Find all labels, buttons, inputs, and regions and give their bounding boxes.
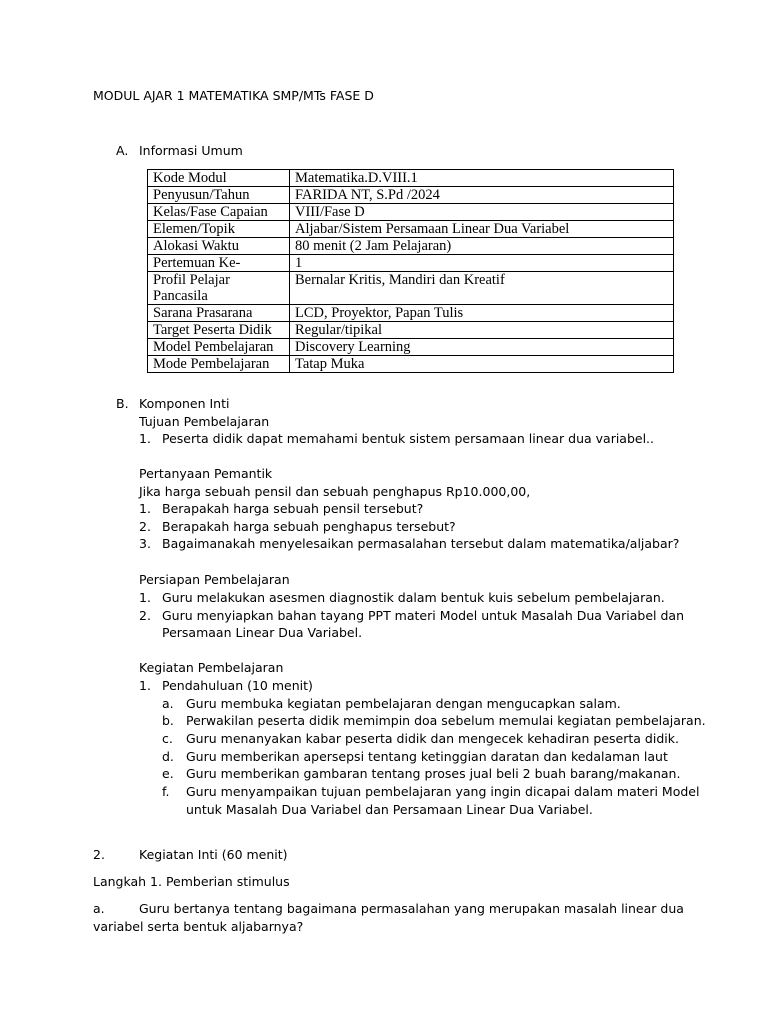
pendahuluan-item: Guru memberikan apersepsi tentang ketinggian daratan dan kedalaman laut xyxy=(186,749,668,764)
table-row xyxy=(148,238,674,255)
pertanyaan-item: Berapakah harga sebuah penghapus tersebut? xyxy=(162,519,456,534)
table-value: Aljabar/Sistem Persamaan Linear Dua Variabel xyxy=(290,221,674,238)
table-value: 80 menit (2 Jam Pelajaran) xyxy=(290,238,674,255)
pendahuluan-item: Guru memberikan gambaran tentang proses jual beli 2 buah barang/makanan. xyxy=(186,766,681,781)
table-row xyxy=(148,204,674,221)
table-row xyxy=(148,322,674,339)
table-value: Matematika.D.VIII.1 xyxy=(290,170,674,187)
langkah-a-text: Guru bertanya tentang bagaimana permasalahan yang merupakan masalah linear dua xyxy=(139,901,684,916)
pendahuluan-item: Guru menyampaikan tujuan pembelajaran yang ingin dicapai dalam materi Model xyxy=(186,784,700,799)
persiapan-item: Guru melakukan asesmen diagnostik dalam bentuk kuis sebelum pembelajaran. xyxy=(162,590,665,605)
table-row xyxy=(148,339,674,356)
list-letter: d. xyxy=(162,749,174,764)
langkah-a-marker: a. xyxy=(93,901,105,916)
table-value: LCD, Proyektor, Papan Tulis xyxy=(290,305,674,322)
table-value: Bernalar Kritis, Mandiri dan Kreatif xyxy=(290,272,674,305)
table-key: Pertemuan Ke- xyxy=(148,255,290,272)
pendahuluan-item: Guru membuka kegiatan pembelajaran dengan mengucapkan salam. xyxy=(186,696,621,711)
langkah-1-heading: Langkah 1. Pemberian stimulus xyxy=(93,874,290,889)
table-value: VIII/Fase D xyxy=(290,204,674,221)
pendahuluan-item: Perwakilan peserta didik memimpin doa sebelum memulai kegiatan pembelajaran. xyxy=(186,713,706,728)
list-number: 2. xyxy=(139,608,151,623)
langkah-a-text-continued: variabel serta bentuk aljabarnya? xyxy=(93,919,304,934)
kegiatan-heading: Kegiatan Pembelajaran xyxy=(139,660,284,675)
table-key: Sarana Prasarana xyxy=(148,305,290,322)
list-number: 1. xyxy=(139,431,151,446)
table-row xyxy=(148,356,674,373)
tujuan-item: Peserta didik dapat memahami bentuk sistem persamaan linear dua variabel.. xyxy=(162,431,655,446)
persiapan-item: Guru menyiapkan bahan tayang PPT materi Model untuk Masalah Dua Variabel dan xyxy=(162,608,685,623)
table-value: Regular/tipikal xyxy=(290,322,674,339)
pendahuluan-label: Pendahuluan (10 menit) xyxy=(162,678,313,693)
list-letter: f. xyxy=(162,784,170,799)
table-row xyxy=(148,170,674,187)
table-row xyxy=(148,221,674,238)
section-a-heading: Informasi Umum xyxy=(139,143,243,158)
pertanyaan-heading: Pertanyaan Pemantik xyxy=(139,466,273,481)
list-letter: a. xyxy=(162,696,174,711)
document-title: MODUL AJAR 1 MATEMATIKA SMP/MTs FASE D xyxy=(93,88,374,103)
table-key: Mode Pembelajaran xyxy=(148,356,290,373)
table-row xyxy=(148,255,674,272)
persiapan-heading: Persiapan Pembelajaran xyxy=(139,572,290,587)
section-a-marker: A. xyxy=(116,143,129,158)
table-value: Tatap Muka xyxy=(290,356,674,373)
pendahuluan-item-continued: untuk Masalah Dua Variabel dan Persamaan Linear Dua Variabel. xyxy=(186,802,593,817)
table-key: Elemen/Topik xyxy=(148,221,290,238)
table-row xyxy=(148,272,674,305)
info-table xyxy=(147,169,674,373)
table-key: Alokasi Waktu xyxy=(148,238,290,255)
pertanyaan-intro: Jika harga sebuah pensil dan sebuah penghapus Rp10.000,00, xyxy=(139,484,531,499)
table-key: Model Pembelajaran xyxy=(148,339,290,356)
section-b-heading: Komponen Inti xyxy=(139,396,230,411)
list-number: 1. xyxy=(139,501,151,516)
table-value: Discovery Learning xyxy=(290,339,674,356)
list-number: 3. xyxy=(139,536,151,551)
pertanyaan-item: Berapakah harga sebuah pensil tersebut? xyxy=(162,501,424,516)
list-number: 1. xyxy=(139,678,151,693)
persiapan-item-continued: Persamaan Linear Dua Variabel. xyxy=(162,625,363,640)
table-value: 1 xyxy=(290,255,674,272)
tujuan-heading: Tujuan Pembelajaran xyxy=(139,414,270,429)
table-key: Kode Modul xyxy=(148,170,290,187)
section-b-marker: B. xyxy=(116,396,129,411)
table-row xyxy=(148,187,674,204)
list-letter: e. xyxy=(162,766,174,781)
table-key: Penyusun/Tahun xyxy=(148,187,290,204)
table-key: Target Peserta Didik xyxy=(148,322,290,339)
list-number: 2. xyxy=(139,519,151,534)
pendahuluan-item: Guru menanyakan kabar peserta didik dan mengecek kehadiran peserta didik. xyxy=(186,731,679,746)
list-letter: b. xyxy=(162,713,174,728)
table-value: FARIDA NT, S.Pd /2024 xyxy=(290,187,674,204)
table-row xyxy=(148,305,674,322)
pertanyaan-item: Bagaimanakah menyelesaikan permasalahan tersebut dalam matematika/aljabar? xyxy=(162,536,680,551)
inti-label: Kegiatan Inti (60 menit) xyxy=(139,847,288,862)
list-letter: c. xyxy=(162,731,173,746)
table-key: Profil Pelajar Pancasila xyxy=(148,272,290,305)
table-key: Kelas/Fase Capaian xyxy=(148,204,290,221)
list-number: 1. xyxy=(139,590,151,605)
inti-marker: 2. xyxy=(93,847,105,862)
